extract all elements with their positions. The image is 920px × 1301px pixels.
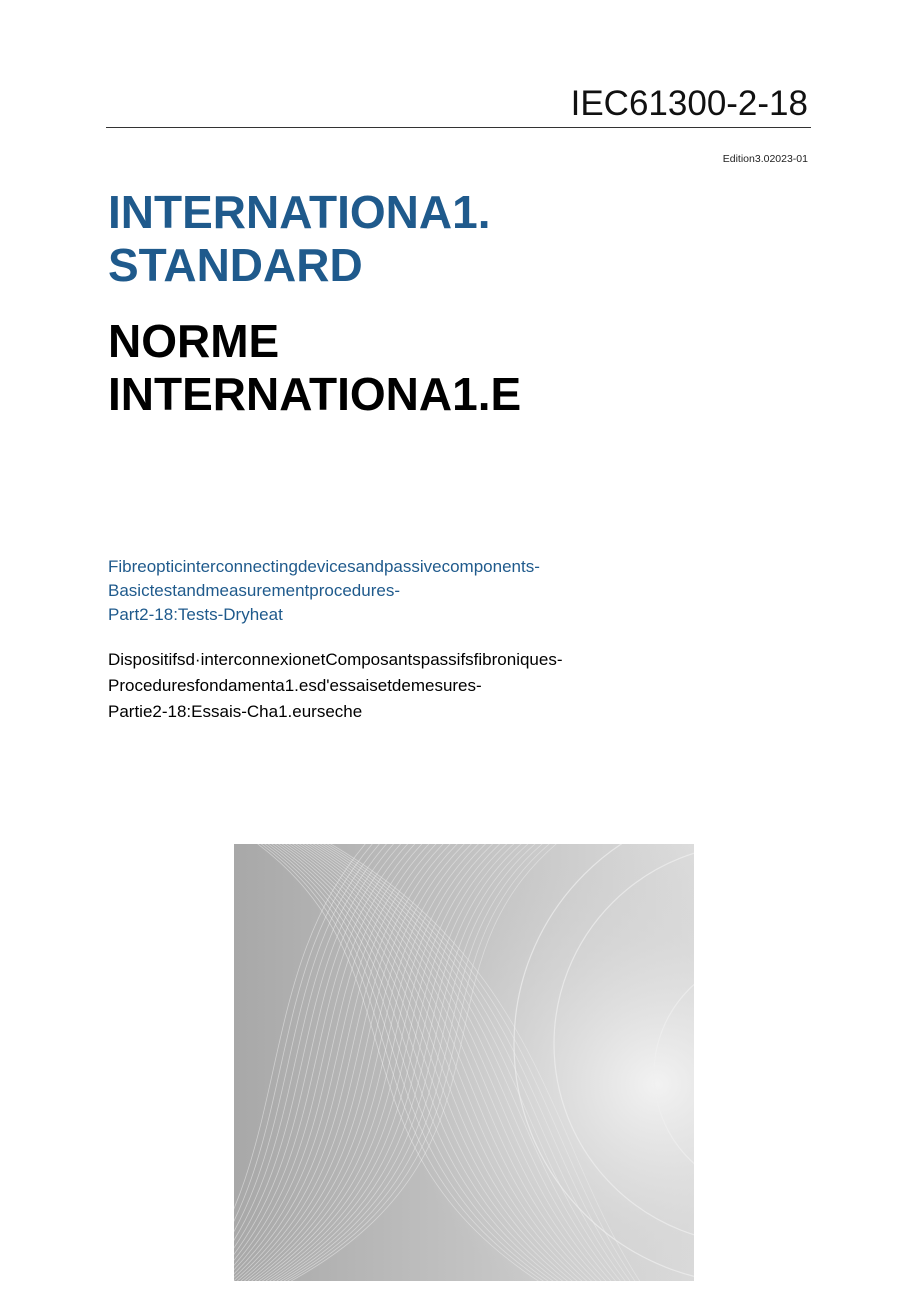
subtitle-english-line-3: Part2-18:Tests-Dryheat xyxy=(108,605,283,624)
title-french xyxy=(108,315,521,421)
subtitle-english xyxy=(108,555,540,627)
title-english-line-2: STANDARD xyxy=(108,239,363,291)
title-english xyxy=(108,186,491,292)
header-divider xyxy=(106,127,811,128)
subtitle-english-line-1: Fibreopticinterconnectingdevicesandpassivecomponents- xyxy=(108,557,540,576)
title-french-line-2: INTERNATIONA1.E xyxy=(108,368,522,420)
subtitle-french-line-1: Dispositifsd·interconnexionetComposantspassifsfibroniques- xyxy=(108,650,563,669)
title-english-line-1: INTERNATIONA1. xyxy=(108,186,491,238)
edition-label: Edition3.02023-01 xyxy=(722,153,808,165)
title-french-line-1: NORME xyxy=(108,315,280,367)
subtitle-french-line-2: Proceduresfondamenta1.esd'essaisetdemesures- xyxy=(108,676,482,695)
subtitle-french-line-3: Partie2-18:Essais-Cha1.eurseche xyxy=(108,702,363,721)
subtitle-english-line-2: Basictestandmeasurementprocedures- xyxy=(108,581,400,600)
cover-illustration-svg xyxy=(234,844,694,1281)
subtitle-french xyxy=(108,647,563,725)
cover-illustration xyxy=(234,844,694,1281)
document-number: IEC61300-2-18 xyxy=(570,84,808,123)
